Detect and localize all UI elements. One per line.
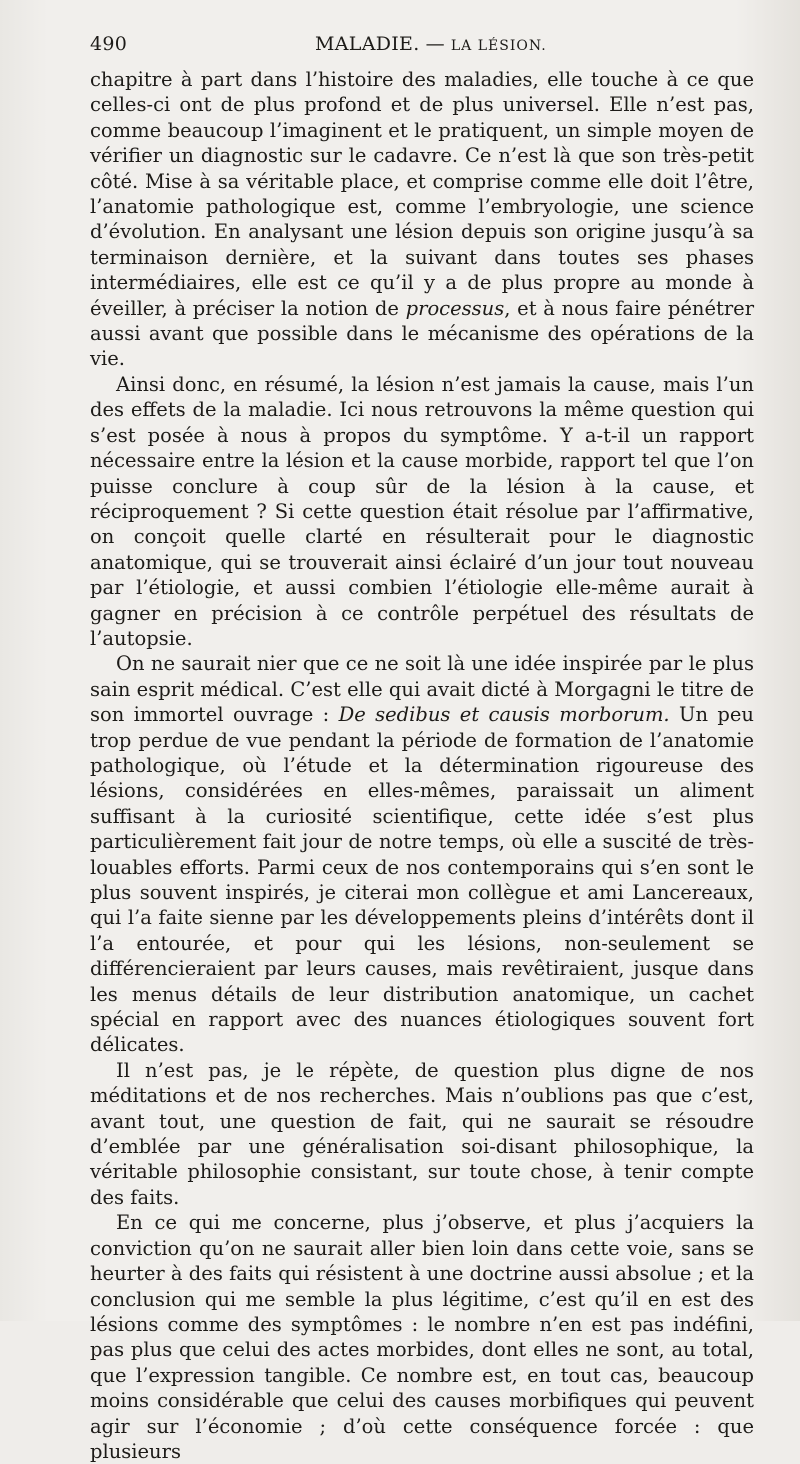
title-dash: — [425,33,445,55]
paragraph [90,651,754,1058]
paragraph-text: Il n’est pas, je le répète, de question plus digne de nos méditations et de nos recherches. Mais n’oublions pas que c’est, avant tout, une question de fait, qui ne saurait se résoudre d’emblée par une généralisation soi-disant philosophique, la véritable philosophie consistant, sur toute chose, à tenir compte des faits. [90,1058,754,1209]
italic-term: processus [405,296,505,320]
paragraph [90,1058,754,1210]
paragraph-text: chapitre à part dans l’histoire des maladies, elle touche à ce que celles-ci ont de plus profond et de plus universel. Elle n’est pas, comme beaucoup l’imaginent et le pratiquent, un simple moyen de vérifier un diagnostic sur le cadavre. Ce n’est là que son très-petit côté. Mise à sa véritable place, et comprise comme elle doit l’être, l’anatomie pathologique est, comme l’embryologie, une science d’évolution. En analysant une lésion depuis son origine jusqu’à sa terminaison dernière, et la suivant dans toutes ses phases intermédiaires, elle est ce qu’il y a de plus propre au monde à éveiller, à préciser la notion de [90,68,754,320]
body-text [90,67,754,1464]
chapter-title: MALADIE. [315,33,420,55]
running-title [315,33,547,55]
running-header [90,33,754,59]
paragraph [90,67,754,372]
paragraph-text: En ce qui me concerne, plus j’observe, et plus j’acquiers la conviction qu’on ne saurait aller bien loin dans cette voie, sans se heurter à des faits qui résistent à une doctrine aussi absolue ; et la conclusion qui me semble la plus légitime, c’est qu’il en est des lésions comme des symptômes : le nombre n’en est pas indéfini, pas plus que celui des actes morbides, dont elles ne sont, au total, que l’expression tangible. Ce nombre est, en tout cas, beaucoup moins considérable que celui des causes morbifiques qui peuvent agir sur l’économie ; d’où cette conséquence forcée : que plusieurs [90,1211,754,1463]
paragraph [90,372,754,651]
section-title: LA LÉSION. [450,38,547,54]
italic-book-title: De sedibus et causis morborum. [338,703,670,727]
paragraph-text: Ainsi donc, en résumé, la lésion n’est jamais la cause, mais l’un des effets de la maladie. Ici nous retrouvons la même question qui s’est posée à nous à propos du symptôme. Y a-t-il un rapport nécessaire entre la lésion et la cause morbide, rapport tel que l’on puisse conclure à coup sûr de la lésion à la cause, et réciproquement ? Si cette question était résolue par l’affirmative, on conçoit quelle clarté en résulterait pour le diagnostic anatomique, qui se trouverait ainsi éclairé d’un jour tout nouveau par l’étiologie, et aussi combien l’étiologie elle-même aurait à gagner en précision à ce contrôle perpétuel des résultats de l’autopsie. [90,372,754,650]
paragraph-text: , et à nous faire pénétrer aussi avant que possible dans le mécanisme des opérations de la vie. [90,296,755,371]
paragraph [90,1210,754,1464]
paragraph-text: On ne saurait nier que ce ne soit là une idée inspirée par le plus sain esprit médical. C’est elle qui avait dicté à Morgagni le titre de son immortel ouvrage : [90,652,754,727]
page-number: 490 [90,33,128,55]
paragraph-text: Un peu trop perdue de vue pendant la période de formation de l’anatomie pathologique, où l’étude et la détermination rigoureuse des lésions, considérées en elles-mêmes, paraissait un aliment suffisant à la curiosité scientifique, cette idée s’est plus particulièrement fait jour de notre temps, où elle a suscité de très-louables efforts. Parmi ceux de nos contemporains qui s’en sont le plus souvent inspirés, je citerai mon collègue et ami Lancereaux, qui l’a faite sienne par les développements pleins d’intérêts dont il l’a entourée, et pour qui les lésions, non-seulement se différencieraient par leurs causes, mais revêtiraient, jusque dans les menus détails de leur distribution anatomique, un cachet spécial en rapport avec des nuances étiologiques souvent fort délicates. [90,703,754,1057]
